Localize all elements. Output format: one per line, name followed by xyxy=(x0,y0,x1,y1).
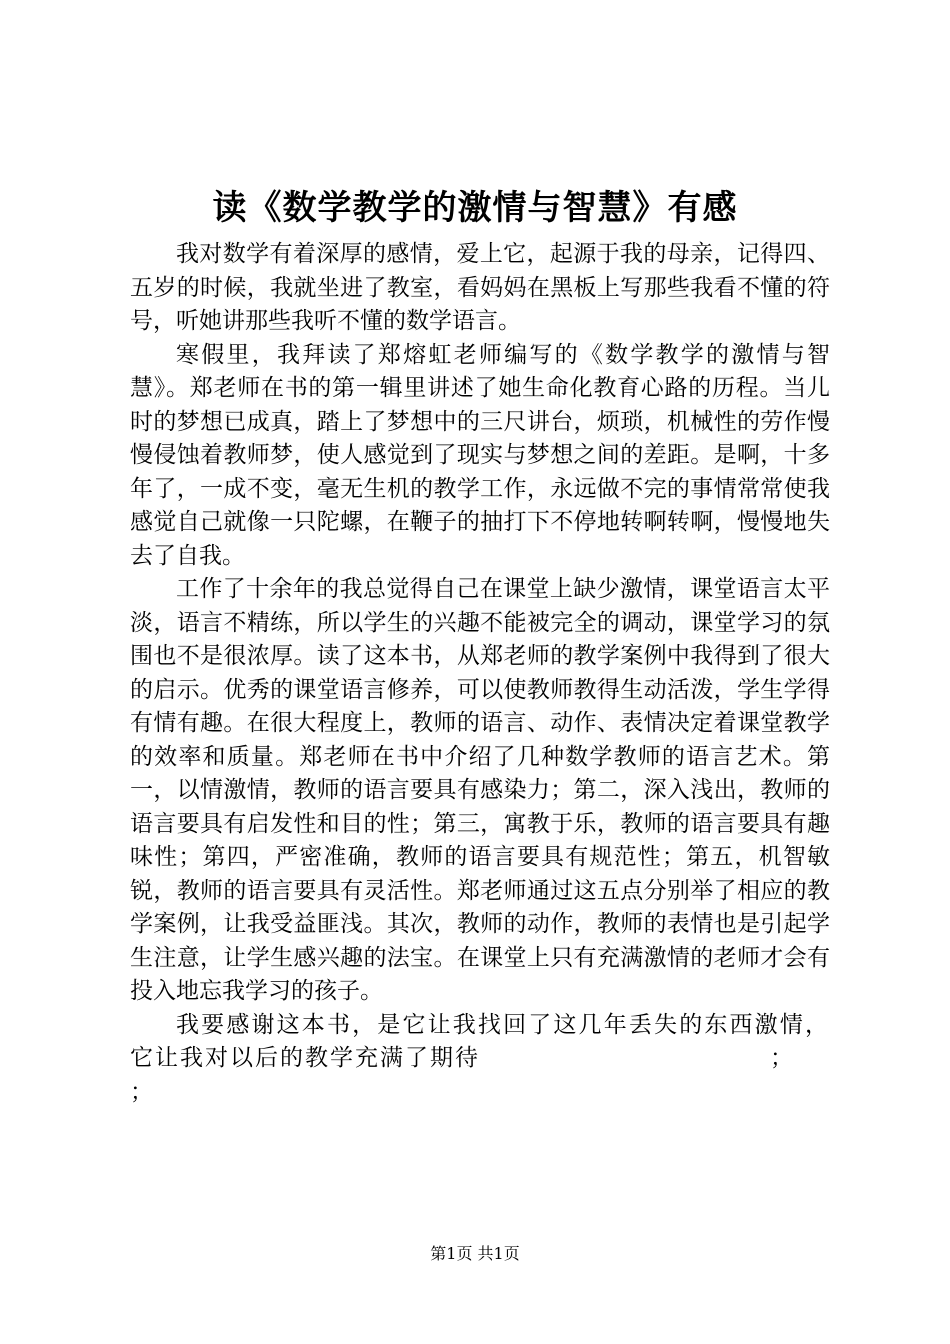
paragraph-1: 我对数学有着深厚的感情，爱上它，起源于我的母亲，记得四、五岁的时候，我就坐进了教室，看妈妈在黑板上写那些我看不懂的符号，听她讲那些我听不懂的数学语言。 xyxy=(130,241,830,334)
paragraph-4 xyxy=(130,1009,830,1076)
trailing-line xyxy=(130,1076,830,1110)
paragraph-2: 寒假里，我拜读了郑熔虹老师编写的《数学教学的激情与智慧》。郑老师在书的第一辑里讲述了她生命化教育心路的历程。当儿时的梦想已成真，踏上了梦想中的三尺讲台，烦琐，机械性的劳作慢慢侵蚀着教师梦，使人感觉到了现实与梦想之间的差距。是啊，十多年了，一成不变，毫无生机的教学工作，永远做不完的事情常常使我感觉自己就像一只陀螺，在鞭子的抽打下不停地转啊转啊，慢慢地失去了自我。 xyxy=(130,341,830,569)
trailing-semicolon-2: ； xyxy=(130,1078,153,1105)
paragraph-3: 工作了十余年的我总觉得自己在课堂上缺少激情，课堂语言太平淡，语言不精练，所以学生的兴趣不能被完全的调动，课堂学习的氛围也不是很浓厚。读了这本书，从郑老师的教学案例中我得到了很大的启示。优秀的课堂语言修养，可以使教师教得生动活泼，学生学得有情有趣。在很大程度上，教师的语言、动作、表情决定着课堂教学的效率和质量。郑老师在书中介绍了几种数学教师的语言艺术。第一，以情激情，教师的语言要具有感染力；第二，深入浅出，教师的语言要具有启发性和目的性；第三，寓教于乐，教师的语言要具有趣味性；第四，严密准确，教师的语言要具有规范性；第五，机智敏锐，教师的语言要具有灵活性。郑老师通过这五点分别举了相应的教学案例，让我受益匪浅。其次，教师的动作，教师的表情也是引起学生注意，让学生感兴趣的法宝。在课堂上只有充满激情的老师才会有投入地忘我学习的孩子。 xyxy=(130,576,830,1004)
document-title: 读《数学教学的激情与智慧》有感 xyxy=(212,188,738,228)
document-body xyxy=(130,238,830,1109)
paragraph-4-text: 我要感谢这本书，是它让我找回了这几年丢失的东西激情，它让我对以后的教学充满了期待 xyxy=(130,1011,830,1071)
trailing-semicolon-1: ； xyxy=(770,1045,795,1071)
page-footer: 第1页 共1页 xyxy=(430,1244,520,1263)
